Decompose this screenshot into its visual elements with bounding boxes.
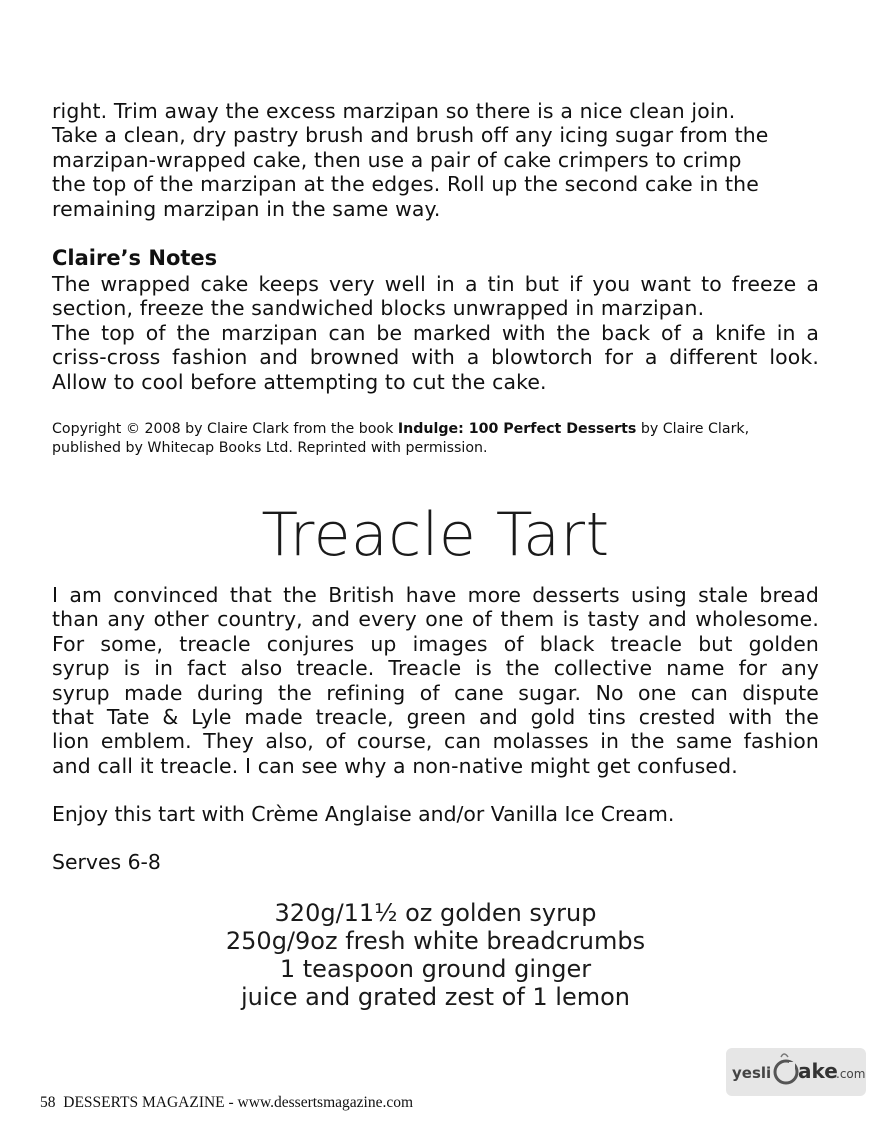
watermark-logo-icon [726, 1048, 866, 1096]
ingredient-item: juice and grated zest of 1 lemon [240, 983, 631, 1011]
intro-paragraph [52, 99, 819, 221]
story-line: For some, treacle conjures up images of black treacle but golden [52, 631, 819, 656]
ingredient-item: 250g/9oz fresh white breadcrumbs [225, 927, 646, 955]
intro-line: marzipan-wrapped cake, then use a pair of cake crimpers to crimp [52, 147, 742, 172]
intro-line: Take a clean, dry pastry brush and brush off any icing sugar from the [52, 123, 769, 148]
svg-text:yesli: yesli [732, 1064, 772, 1082]
copyright-suffix: by Claire Clark, published by Whitecap Books Ltd. Reprinted with permission. [52, 421, 750, 456]
copyright-prefix: Copyright © 2008 by Claire Clark from the book [52, 421, 398, 437]
story-line: I am convinced that the British have more desserts using stale bread [52, 583, 819, 607]
svg-text:.com: .com [836, 1067, 866, 1081]
notes-paragraph [52, 272, 819, 394]
notes-line: The wrapped cake keeps very well in a tin but if you want to freeze a [52, 272, 819, 296]
serves-count: Serves 6-8 [52, 850, 161, 874]
site-watermark-logo [726, 1048, 866, 1096]
story-line: that Tate & Lyle made treacle, green and gold tins crested with the [52, 705, 819, 730]
story-line: and call it treacle. I can see why a non-native might get confused. [52, 753, 738, 778]
page-number: 58 [40, 1094, 56, 1111]
notes-line: section, freeze the sandwiched blocks unwrapped in marzipan. [52, 296, 705, 321]
notes-line: criss-cross fashion and browned with a blowtorch for a different look. [52, 345, 819, 370]
svg-text:ake: ake [798, 1059, 838, 1083]
story-line: than any other country, and every one of them is tasty and wholesome. [52, 607, 819, 632]
notes-line: Allow to cool before attempting to cut the cake. [52, 369, 547, 394]
story-line: lion emblem. They also, of course, can molasses in the same fashion [52, 729, 819, 754]
ingredient-list [0, 899, 871, 1011]
copyright-notice [52, 420, 819, 457]
intro-line: right. Trim away the excess marzipan so there is a nice clean join. [52, 99, 736, 123]
notes-heading: Claire’s Notes [52, 246, 218, 270]
page-footer [40, 1094, 413, 1112]
serving-suggestion: Enjoy this tart with Crème Anglaise and/or Vanilla Ice Cream. [52, 802, 675, 826]
story-line: syrup made during the refining of cane sugar. No one can dispute [52, 680, 819, 705]
ingredient-item: 1 teaspoon ground ginger [279, 955, 592, 983]
recipe-title: Treacle Tart [261, 500, 610, 570]
intro-line: the top of the marzipan at the edges. Roll up the second cake in the [52, 172, 759, 197]
recipe-intro-paragraph [52, 583, 819, 778]
story-line: syrup is in fact also treacle. Treacle is the collective name for any [52, 656, 819, 681]
footer-text: DESSERTS MAGAZINE - www.dessertsmagazine.com [63, 1094, 414, 1111]
book-title: Indulge: 100 Perfect Desserts [397, 421, 637, 437]
notes-line: The top of the marzipan can be marked with the back of a knife in a [52, 320, 819, 345]
intro-line: remaining marzipan in the same way. [52, 196, 441, 221]
ingredient-item: 320g/11½ oz golden syrup [274, 899, 597, 927]
